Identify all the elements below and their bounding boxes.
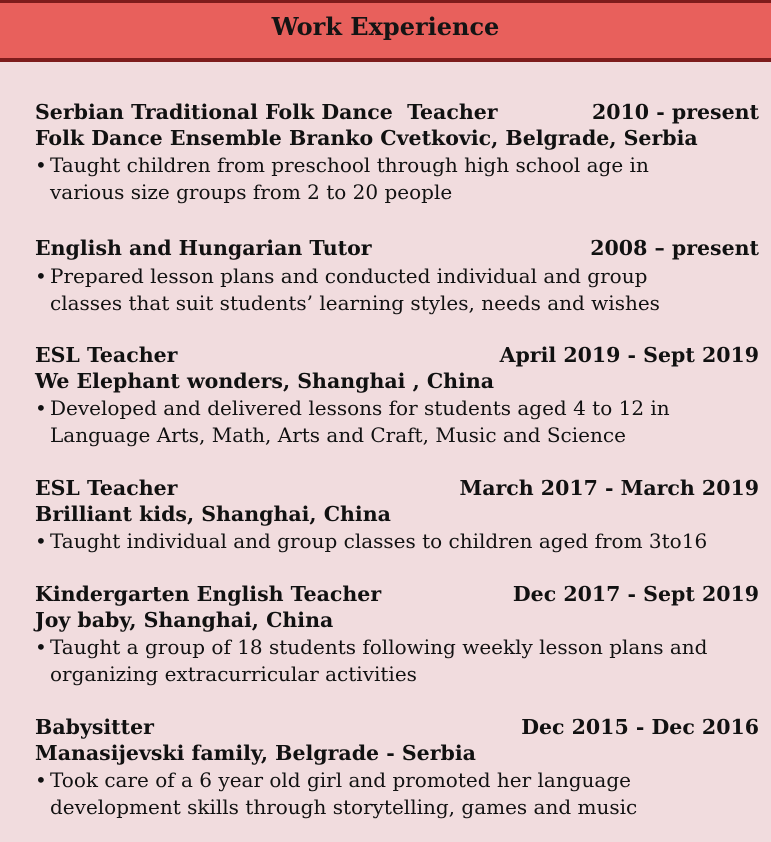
description-line: Developed and delivered lessons for students aged 4 to 12 in — [50, 396, 670, 420]
job-organization: We Elephant wonders, Shanghai , China — [35, 369, 495, 393]
job-title: Serbian Traditional Folk Dance Teacher — [35, 100, 498, 124]
job-title: Kindergarten English Teacher — [35, 582, 382, 606]
job-description — [35, 395, 759, 448]
bullet-icon: • — [35, 396, 47, 420]
section-title: Work Experience — [271, 12, 500, 41]
job-title: English and Hungarian Tutor — [35, 236, 372, 260]
description-line: Prepared lesson plans and conducted individual and group — [50, 264, 648, 288]
job-description — [35, 634, 759, 687]
description-line: Taught a group of 18 students following weekly lesson plans and — [50, 635, 708, 659]
section-header-banner — [0, 0, 771, 62]
job-description — [35, 767, 759, 820]
bullet-icon: • — [35, 264, 47, 288]
bullet-icon: • — [35, 635, 47, 659]
job-title: Babysitter — [35, 715, 154, 739]
description-line: development skills through storytelling, games and music — [50, 794, 638, 819]
job-entry — [35, 235, 759, 316]
description-line: Took care of a 6 year old girl and promoted her language — [50, 768, 631, 792]
job-title: ESL Teacher — [35, 476, 178, 500]
job-description — [35, 528, 759, 555]
job-entry — [35, 475, 759, 555]
job-organization: Folk Dance Ensemble Branko Cvetkovic, Belgrade, Serbia — [35, 126, 698, 150]
description-line: Language Arts, Math, Arts and Craft, Music and Science — [50, 422, 626, 447]
job-dates: April 2019 - Sept 2019 — [499, 343, 759, 367]
job-description — [35, 152, 759, 205]
job-header-row — [35, 581, 759, 607]
bullet-icon: • — [35, 153, 47, 177]
bullet-icon: • — [35, 768, 47, 792]
job-dates: 2010 - present — [592, 100, 759, 124]
job-title: ESL Teacher — [35, 343, 178, 367]
job-entry — [35, 99, 759, 205]
description-line: various size groups from 2 to 20 people — [50, 179, 453, 204]
job-dates: Dec 2015 - Dec 2016 — [521, 715, 759, 739]
job-dates: March 2017 - March 2019 — [459, 476, 759, 500]
job-entry — [35, 581, 759, 687]
description-line: organizing extracurricular activities — [50, 661, 417, 686]
description-line: classes that suit students’ learning styles, needs and wishes — [50, 290, 660, 315]
description-line: Taught individual and group classes to children aged from 3to16 — [50, 529, 708, 553]
job-organization: Joy baby, Shanghai, China — [35, 608, 334, 632]
description-line: Taught children from preschool through high school age in — [50, 153, 649, 177]
job-header-row — [35, 235, 759, 261]
job-entry — [35, 714, 759, 820]
job-organization: Manasijevski family, Belgrade - Serbia — [35, 741, 476, 765]
bullet-icon: • — [35, 529, 47, 553]
job-description — [35, 263, 759, 316]
job-header-row — [35, 714, 759, 740]
job-dates: 2008 – present — [590, 236, 759, 260]
job-header-row — [35, 342, 759, 368]
job-dates: Dec 2017 - Sept 2019 — [512, 582, 759, 606]
job-organization: Brilliant kids, Shanghai, China — [35, 502, 391, 526]
job-entry — [35, 342, 759, 448]
job-header-row — [35, 99, 759, 125]
job-header-row — [35, 475, 759, 501]
